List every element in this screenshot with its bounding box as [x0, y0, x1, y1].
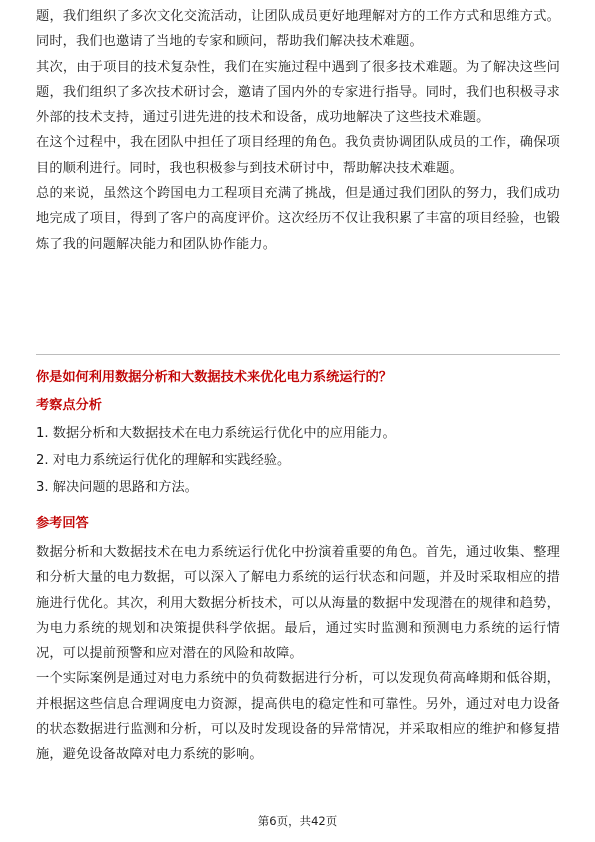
answer-heading: 参考回答 — [36, 516, 89, 531]
answer-paragraph-1: 数据分析和大数据技术在电力系统运行优化中扮演着重要的角色。首先，通过收集、整理和分析大量的电力数据，可以深入了解电力系统的运行状态和问题，并及时采取相应的措施进行优化。其次，利用大数据分析技术，可以从海量的数据中发现潜在的规律和趋势，为电力系统的规划和决策提供科学依据。最后，通过实时监测和预测电力系统的运行情况，可以提前预警和应对潜在的风险和故障。 — [36, 545, 560, 662]
intro-section — [36, 4, 560, 257]
answer-section — [36, 540, 560, 768]
answer-paragraph-2: 一个实际案例是通过对电力系统中的负荷数据进行分析，可以发现负荷高峰期和低谷期，并根据这些信息合理调度电力资源，提高供电的稳定性和可靠性。另外，通过对电力设备的状态数据进行监测和分析，可以及时发现设备的异常情况，并采取相应的维护和修复措施，避免设备故障对电力系统的影响。 — [36, 671, 560, 763]
analysis-heading: 考察点分析 — [36, 398, 102, 413]
question-heading: 你是如何利用数据分析和大数据技术来优化电力系统运行的？ — [36, 370, 393, 385]
analysis-item-3: 3. 解决问题的思路和方法。 — [36, 480, 198, 495]
intro-paragraph-3: 在这个过程中，我在团队中担任了项目经理的角色。我负责协调团队成员的工作，确保项目的顺利进行。同时，我也积极参与到技术研讨中，帮助解决技术难题。 — [36, 135, 560, 176]
analysis-item-2: 2. 对电力系统运行优化的理解和实践经验。 — [36, 453, 291, 468]
intro-paragraph-2: 其次，由于项目的技术复杂性，我们在实施过程中遇到了很多技术难题。为了解决这些问题，我们组织了多次技术研讨会，邀请了国内外的专家进行指导。同时，我们也积极寻求外部的技术支持，通过引进先进的技术和设备，成功地解决了这些技术难题。 — [36, 59, 560, 126]
section-divider — [36, 354, 560, 355]
page-footer: 第6页，共42页 — [257, 814, 338, 828]
analysis-list — [36, 420, 560, 501]
intro-paragraph-4: 总的来说，虽然这个跨国电力工程项目充满了挑战，但是通过我们团队的努力，我们成功地完成了项目，得到了客户的高度评价。这次经历不仅让我积累了丰富的项目经验，也锻炼了我的问题解决能力和团队协作能力。 — [36, 186, 560, 252]
analysis-item-1: 1. 数据分析和大数据技术在电力系统运行优化中的应用能力。 — [36, 426, 396, 441]
intro-paragraph-1: 题，我们组织了多次文化交流活动，让团队成员更好地理解对方的工作方式和思维方式。同时，我们也邀请了当地的专家和顾问，帮助我们解决技术难题。 — [36, 9, 560, 50]
